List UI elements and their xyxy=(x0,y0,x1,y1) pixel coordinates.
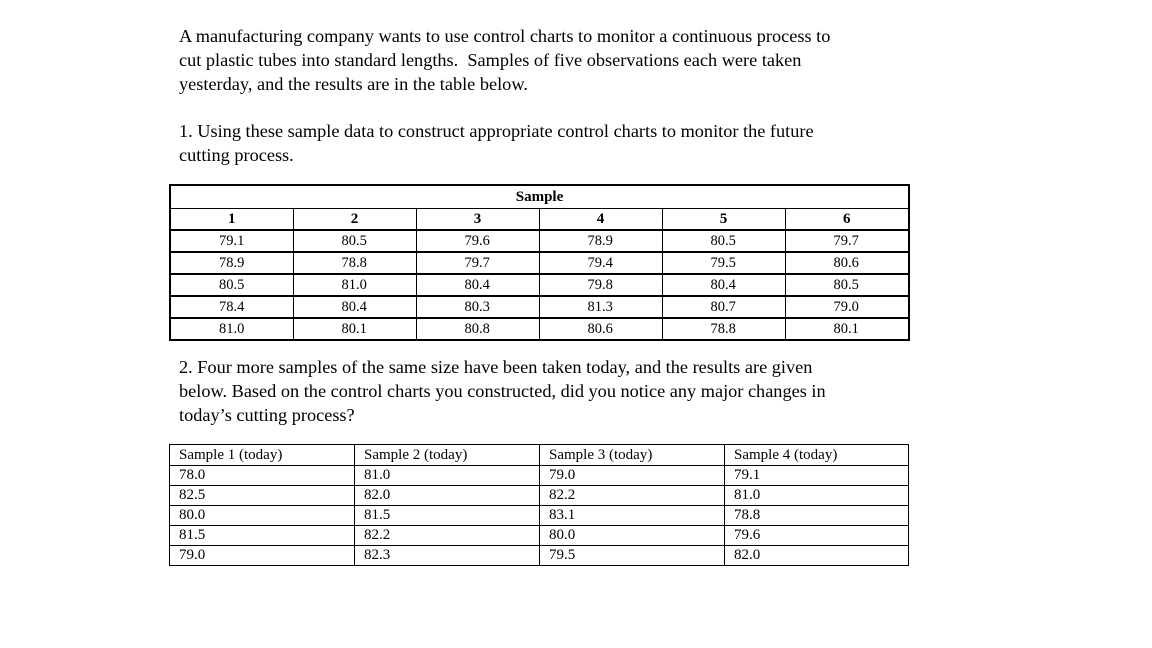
table-cell: 80.5 xyxy=(785,274,909,296)
table-cell: 80.5 xyxy=(662,230,785,252)
table-cell: 80.0 xyxy=(540,526,725,546)
table-cell: 82.5 xyxy=(170,486,355,506)
table-cell: 78.4 xyxy=(170,296,293,318)
column-header: 2 xyxy=(293,209,416,231)
table-cell: 79.1 xyxy=(170,230,293,252)
table-cell: 80.6 xyxy=(539,318,662,340)
table-cell: 78.9 xyxy=(539,230,662,252)
table-cell: 80.6 xyxy=(785,252,909,274)
table-cell: 80.3 xyxy=(416,296,539,318)
column-header: 4 xyxy=(539,209,662,231)
intro-line: A manufacturing company wants to use control charts to monitor a continuous process to xyxy=(179,26,831,46)
table-cell: 80.4 xyxy=(662,274,785,296)
column-header: Sample 2 (today) xyxy=(355,445,540,466)
intro-paragraph xyxy=(179,24,919,96)
table-cell: 79.6 xyxy=(416,230,539,252)
table-cell: 80.5 xyxy=(293,230,416,252)
intro-line: cut plastic tubes into standard lengths. Samples of five observations each were taken xyxy=(179,50,802,70)
table-row xyxy=(170,486,909,506)
table-cell: 81.0 xyxy=(170,318,293,340)
table-cell: 80.1 xyxy=(293,318,416,340)
table-cell: 78.8 xyxy=(662,318,785,340)
table-cell: 81.5 xyxy=(355,506,540,526)
column-header: Sample 1 (today) xyxy=(170,445,355,466)
table-row xyxy=(170,526,909,546)
table-cell: 79.5 xyxy=(540,546,725,566)
column-header: Sample 4 (today) xyxy=(725,445,909,466)
column-header: 6 xyxy=(785,209,909,231)
question-2-line: below. Based on the control charts you constructed, did you notice any major changes in xyxy=(179,381,826,401)
table-cell: 80.1 xyxy=(785,318,909,340)
column-header: Sample 3 (today) xyxy=(540,445,725,466)
table-cell: 79.0 xyxy=(785,296,909,318)
table-row xyxy=(170,466,909,486)
table-cell: 80.0 xyxy=(170,506,355,526)
yesterday-samples-table xyxy=(169,184,910,341)
table-cell: 78.8 xyxy=(293,252,416,274)
table-cell: 78.8 xyxy=(725,506,909,526)
table-cell: 79.0 xyxy=(170,546,355,566)
table-cell: 82.0 xyxy=(725,546,909,566)
column-header: 1 xyxy=(170,209,293,231)
table-cell: 81.5 xyxy=(170,526,355,546)
question-2-line: 2. Four more samples of the same size have been taken today, and the results are given xyxy=(179,357,813,377)
table-cell: 80.7 xyxy=(662,296,785,318)
table-cell: 78.9 xyxy=(170,252,293,274)
table-cell: 79.8 xyxy=(539,274,662,296)
table-cell: 79.6 xyxy=(725,526,909,546)
table-cell: 81.0 xyxy=(293,274,416,296)
question-2 xyxy=(179,355,919,427)
table-cell: 79.7 xyxy=(416,252,539,274)
table-title: Sample xyxy=(170,185,909,209)
column-header: 3 xyxy=(416,209,539,231)
table-cell: 79.4 xyxy=(539,252,662,274)
question-1-line: cutting process. xyxy=(179,145,294,165)
table-row xyxy=(170,252,909,274)
table-row xyxy=(170,318,909,340)
table-cell: 79.7 xyxy=(785,230,909,252)
table-cell: 81.0 xyxy=(355,466,540,486)
question-1-line: 1. Using these sample data to construct appropriate control charts to monitor the future xyxy=(179,121,814,141)
question-2-line: today’s cutting process? xyxy=(179,405,355,425)
table-cell: 81.0 xyxy=(725,486,909,506)
table-cell: 82.2 xyxy=(355,526,540,546)
question-1 xyxy=(179,119,919,167)
intro-line: yesterday, and the results are in the table below. xyxy=(179,74,528,94)
table-row xyxy=(170,296,909,318)
table-cell: 80.4 xyxy=(293,296,416,318)
table-cell: 80.4 xyxy=(416,274,539,296)
table-cell: 79.0 xyxy=(540,466,725,486)
table-cell: 79.1 xyxy=(725,466,909,486)
table-cell: 81.3 xyxy=(539,296,662,318)
table-cell: 80.5 xyxy=(170,274,293,296)
today-samples-table xyxy=(169,444,909,566)
table-cell: 78.0 xyxy=(170,466,355,486)
table-cell: 82.2 xyxy=(540,486,725,506)
table-cell: 82.0 xyxy=(355,486,540,506)
table-cell: 83.1 xyxy=(540,506,725,526)
table-cell: 82.3 xyxy=(355,546,540,566)
table-row xyxy=(170,274,909,296)
table-row xyxy=(170,230,909,252)
table-row xyxy=(170,546,909,566)
table-row xyxy=(170,506,909,526)
column-header: 5 xyxy=(662,209,785,231)
table-cell: 79.5 xyxy=(662,252,785,274)
table-cell: 80.8 xyxy=(416,318,539,340)
